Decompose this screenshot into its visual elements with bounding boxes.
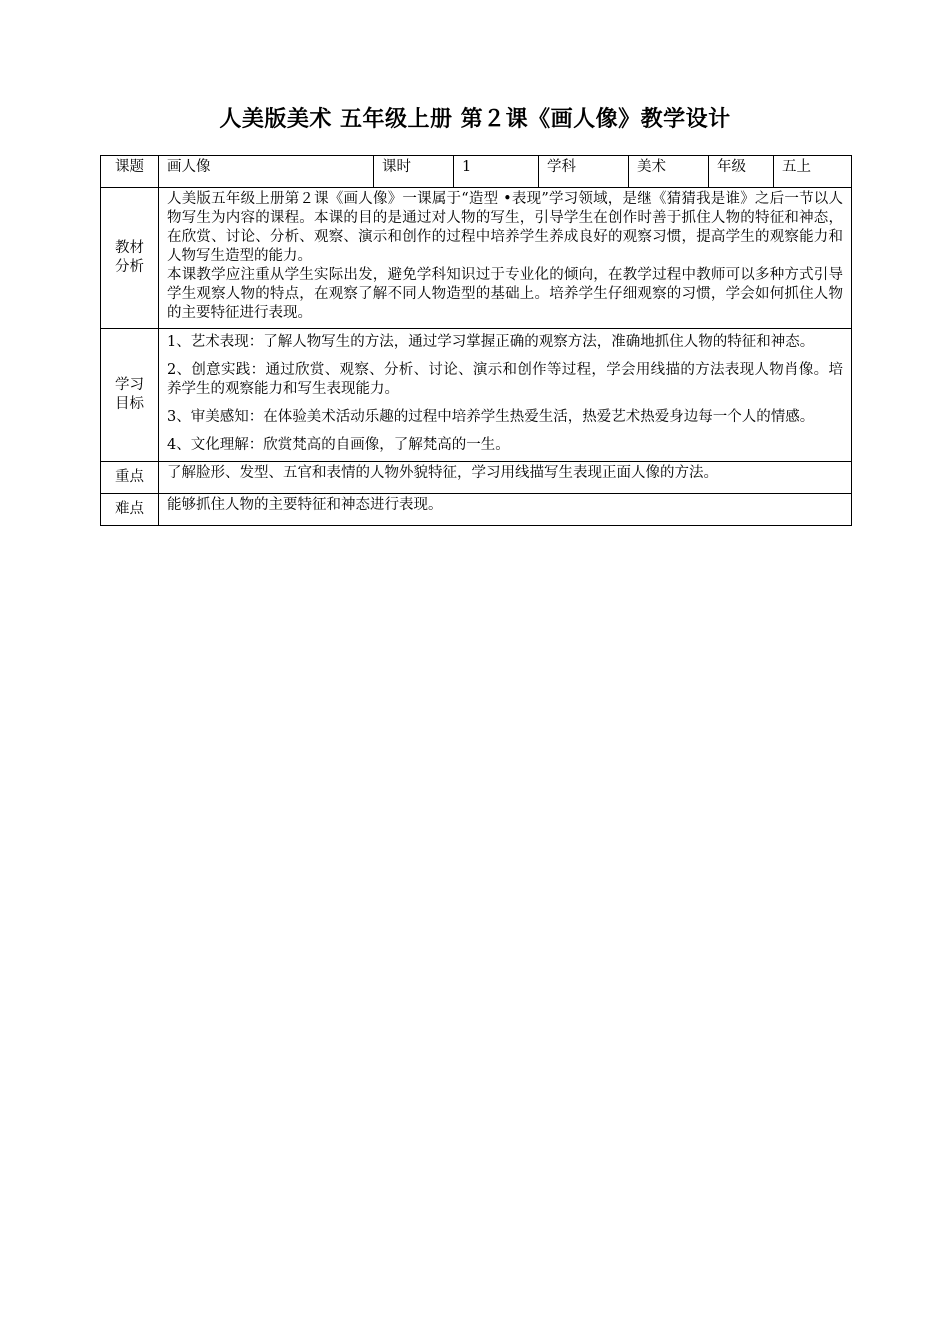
analysis-label-line2: 分析 xyxy=(115,259,144,275)
header-row xyxy=(101,156,852,188)
key-point-label: 重点 xyxy=(101,462,159,494)
subject-value: 美术 xyxy=(629,156,709,188)
topic-value: 画人像 xyxy=(159,156,374,188)
goal-item: 3、审美感知：在体验美术活动乐趣的过程中培养学生热爱生活，热爱艺术热爱身边每一个人的情感。 xyxy=(167,409,815,425)
analysis-row xyxy=(101,188,852,329)
difficulty-text: 能够抓住人物的主要特征和神态进行表现。 xyxy=(159,494,852,526)
subject-label: 学科 xyxy=(539,156,629,188)
analysis-paragraph-1: 人美版五年级上册第２课《画人像》一课属于“造型 •表现”学习领域，是继《猜猜我是谁》之后一节以人物写生为内容的课程。本课的目的是通过对人物的写生，引导学生在创作时善于抓住人物的特征和神态，在欣赏、讨论、分析、观察、演示和创作的过程中培养学生养成良好的观察习惯，提高学生的观察能力和人物写生造型的能力。 xyxy=(167,191,843,264)
goals-content xyxy=(159,329,852,462)
topic-label: 课题 xyxy=(101,156,159,188)
goals-row xyxy=(101,329,852,462)
analysis-content xyxy=(159,188,852,329)
difficulty-row xyxy=(101,494,852,526)
difficulty-label: 难点 xyxy=(101,494,159,526)
goal-item: 1、艺术表现：了解人物写生的方法，通过学习掌握正确的观察方法，准确地抓住人物的特征和神态。 xyxy=(167,334,815,350)
page-title: 人美版美术 五年级上册 第２课《画人像》教学设计 xyxy=(219,107,731,132)
goals-label-line1: 学习 xyxy=(115,377,144,393)
key-point-row xyxy=(101,462,852,494)
periods-label: 课时 xyxy=(374,156,454,188)
analysis-label-line1: 教材 xyxy=(115,240,144,256)
grade-label: 年级 xyxy=(709,156,774,188)
goal-item: 2、创意实践：通过欣赏、观察、分析、讨论、演示和创作等过程，学会用线描的方法表现人物肖像。培养学生的观察能力和写生表现能力。 xyxy=(167,362,843,397)
goal-item: 4、文化理解：欣赏梵高的自画像，了解梵高的一生。 xyxy=(167,437,510,453)
analysis-label xyxy=(101,188,159,329)
periods-value: 1 xyxy=(454,156,539,188)
grade-value: 五上 xyxy=(774,156,852,188)
key-point-text: 了解脸形、发型、五官和表情的人物外貌特征，学习用线描写生表现正面人像的方法。 xyxy=(159,462,852,494)
analysis-paragraph-2: 本课教学应注重从学生实际出发，避免学科知识过于专业化的倾向，在教学过程中教师可以多种方式引导学生观察人物的特点，在观察了解不同人物造型的基础上。培养学生仔细观察的习惯，学会如何抓住人物的主要特征进行表现。 xyxy=(167,267,843,321)
goals-label xyxy=(101,329,159,462)
goals-label-line2: 目标 xyxy=(115,396,144,412)
lesson-plan-table xyxy=(100,155,852,526)
